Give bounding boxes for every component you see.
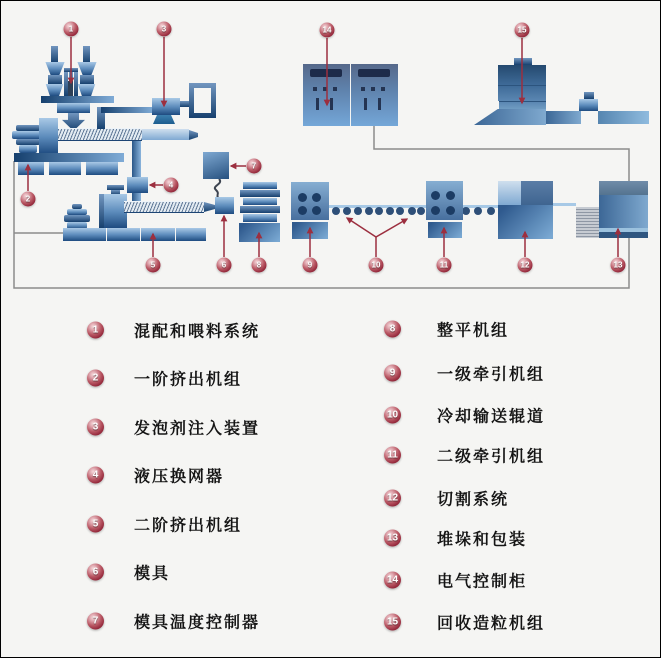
- callout-ball-12: 12: [518, 258, 533, 273]
- callout-ball-3: 3: [157, 22, 172, 37]
- legend-ball: 5: [87, 516, 104, 533]
- legend-item-13: [384, 527, 527, 550]
- legend-ball: 9: [384, 365, 401, 382]
- legend-item-6: [87, 561, 170, 584]
- callout-ball-15: 15: [515, 23, 530, 38]
- legend-item-10: [384, 404, 545, 427]
- legend-ball: 7: [87, 613, 104, 630]
- legend-label: 模具温度控制器: [134, 614, 261, 632]
- legend-ball: 1: [87, 322, 104, 339]
- legend-label: 堆垛和包装: [437, 531, 528, 549]
- legend-ball: 2: [87, 370, 104, 387]
- callout-ball-5: 5: [146, 258, 161, 273]
- callout-ball-4: 4: [164, 178, 179, 193]
- legend-label: 液压换网器: [134, 468, 225, 486]
- legend-ball: 3: [87, 419, 104, 436]
- legend-label: 冷却输送辊道: [437, 408, 546, 426]
- legend-ball: 4: [87, 467, 104, 484]
- legend-ball: 8: [384, 321, 401, 338]
- legend-item-1: [87, 319, 260, 342]
- legend-ball: 13: [384, 530, 401, 547]
- legend: [1, 301, 661, 658]
- legend-item-2: [87, 367, 242, 390]
- legend-item-9: [384, 362, 545, 385]
- callout-ball-11: 11: [437, 258, 452, 273]
- callout-ball-13: 13: [611, 258, 626, 273]
- callout-ball-6: 6: [217, 258, 232, 273]
- legend-item-15: [384, 611, 545, 634]
- legend-item-5: [87, 513, 242, 536]
- legend-label: 电气控制柜: [437, 573, 528, 591]
- legend-ball: 10: [384, 407, 401, 424]
- legend-label: 切割系统: [437, 491, 510, 509]
- legend-ball: 15: [384, 614, 401, 631]
- legend-label: 一阶挤出机组: [134, 371, 243, 389]
- legend-item-8: [384, 318, 509, 341]
- legend-label: 发泡剂注入装置: [134, 420, 261, 438]
- legend-label: 模具: [134, 565, 171, 583]
- callout-ball-10: 10: [369, 258, 384, 273]
- legend-label: 混配和喂料系统: [134, 323, 261, 341]
- callout-ball-8: 8: [252, 258, 267, 273]
- legend-ball: 6: [87, 564, 104, 581]
- process-flow-diagram: [1, 1, 661, 301]
- callout-leader-lines: [1, 1, 661, 301]
- legend-label: 二级牵引机组: [437, 448, 546, 466]
- legend-item-3: [87, 416, 260, 439]
- callout-ball-7: 7: [247, 159, 262, 174]
- legend-item-11: [384, 444, 545, 467]
- legend-ball: 11: [384, 447, 401, 464]
- legend-label: 一级牵引机组: [437, 366, 546, 384]
- legend-label: 二阶挤出机组: [134, 517, 243, 535]
- legend-label: 回收造粒机组: [437, 615, 546, 633]
- legend-item-7: [87, 610, 260, 633]
- legend-item-4: [87, 464, 224, 487]
- legend-ball: 12: [384, 490, 401, 507]
- legend-label: 整平机组: [437, 322, 510, 340]
- callout-ball-1: 1: [64, 22, 79, 37]
- callout-ball-9: 9: [303, 258, 318, 273]
- callout-ball-2: 2: [21, 192, 36, 207]
- legend-ball: 14: [384, 572, 401, 589]
- callout-ball-14: 14: [320, 23, 335, 38]
- legend-item-14: [384, 569, 527, 592]
- legend-item-12: [384, 487, 509, 510]
